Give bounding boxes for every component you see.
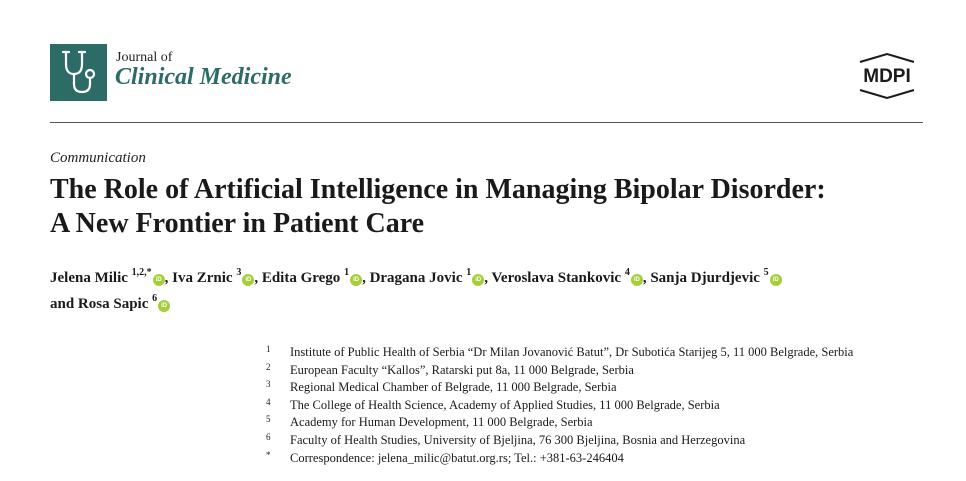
journal-logo: [50, 44, 107, 101]
author-separator: ,: [642, 270, 651, 286]
affiliation-item: [266, 414, 946, 432]
affiliation-number: 6: [266, 431, 271, 442]
author-name: Iva Zrnic: [172, 270, 237, 286]
author-name: and Rosa Sapic: [50, 296, 153, 312]
author-affiliation-marker: 1,2,*: [131, 267, 152, 278]
journal-label-small: Journal of: [116, 50, 173, 65]
orcid-icon[interactable]: iD: [770, 274, 782, 286]
orcid-icon[interactable]: iD: [472, 274, 484, 286]
author-separator: ,: [484, 270, 492, 286]
affiliation-text: Academy for Human Development, 11 000 Belgrade, Serbia: [290, 415, 593, 430]
mdpi-logo: [850, 52, 924, 100]
affiliation-number: *: [266, 449, 271, 460]
author-name: Edita Grego: [261, 270, 345, 286]
author-separator: ,: [254, 270, 262, 286]
affiliation-item: [266, 432, 946, 450]
affiliation-text: Institute of Public Health of Serbia “Dr Milan Jovanović Batut”, Dr Subotića Starijeg 5, 11 000 Belgrade, Serbia: [290, 345, 854, 359]
author-list: [50, 263, 950, 315]
stethoscope-icon: [50, 44, 107, 101]
affiliation-item: [266, 397, 946, 415]
orcid-icon[interactable]: iD: [153, 274, 165, 286]
title-line-2: A New Frontier in Patient Care: [50, 208, 425, 239]
affiliation-text: European Faculty “Kallos”, Ratarski put 8a, 11 000 Belgrade, Serbia: [290, 362, 634, 377]
affiliation-item: [266, 450, 946, 468]
affiliation-number: 3: [266, 379, 271, 390]
author-separator: ,: [164, 270, 173, 286]
author-affiliation-marker: 5: [763, 267, 769, 278]
title-line-1: The Role of Artificial Intelligence in Managing Bipolar Disorder:: [50, 174, 826, 205]
journal-name: Clinical Medicine: [115, 64, 292, 90]
orcid-icon[interactable]: iD: [631, 274, 643, 286]
author-affiliation-marker: 4: [624, 267, 630, 278]
orcid-icon[interactable]: iD: [158, 300, 170, 312]
affiliation-item: [266, 379, 946, 397]
author-separator: ,: [362, 270, 370, 286]
author-affiliation-marker: 1: [466, 267, 472, 278]
author-affiliation-marker: 3: [236, 267, 242, 278]
affiliation-item: [266, 344, 946, 362]
author-name: Sanja Djurdjevic: [650, 270, 764, 286]
affiliation-number: 1: [266, 344, 271, 354]
author-name: Dragana Jovic: [369, 270, 467, 286]
orcid-icon[interactable]: iD: [350, 274, 362, 286]
affiliation-text: Regional Medical Chamber of Belgrade, 11 000 Belgrade, Serbia: [290, 380, 617, 395]
article-title: [50, 173, 950, 241]
affiliation-list: [266, 344, 946, 467]
header-divider: [50, 122, 923, 123]
author-affiliation-marker: 6: [152, 293, 158, 304]
article-type: Communication: [50, 150, 146, 166]
affiliation-number: 2: [266, 361, 271, 372]
author-name: Jelena Milic: [50, 270, 132, 286]
author-name: Veroslava Stankovic: [491, 270, 625, 286]
author-affiliation-marker: 1: [344, 267, 350, 278]
affiliation-number: 4: [266, 396, 271, 407]
affiliation-text: Faculty of Health Studies, University of Bjeljina, 76 300 Bjeljina, Bosnia and Herzegovina: [290, 432, 746, 447]
affiliation-item: [266, 362, 946, 380]
affiliation-number: 5: [266, 414, 271, 425]
svg-text:MDPI: MDPI: [863, 66, 911, 87]
orcid-icon[interactable]: iD: [242, 274, 254, 286]
affiliation-text: Correspondence: jelena_milic@batut.org.rs; Tel.: +381-63-246404: [290, 450, 624, 465]
affiliation-text: The College of Health Science, Academy of Applied Studies, 11 000 Belgrade, Serbia: [290, 397, 720, 412]
